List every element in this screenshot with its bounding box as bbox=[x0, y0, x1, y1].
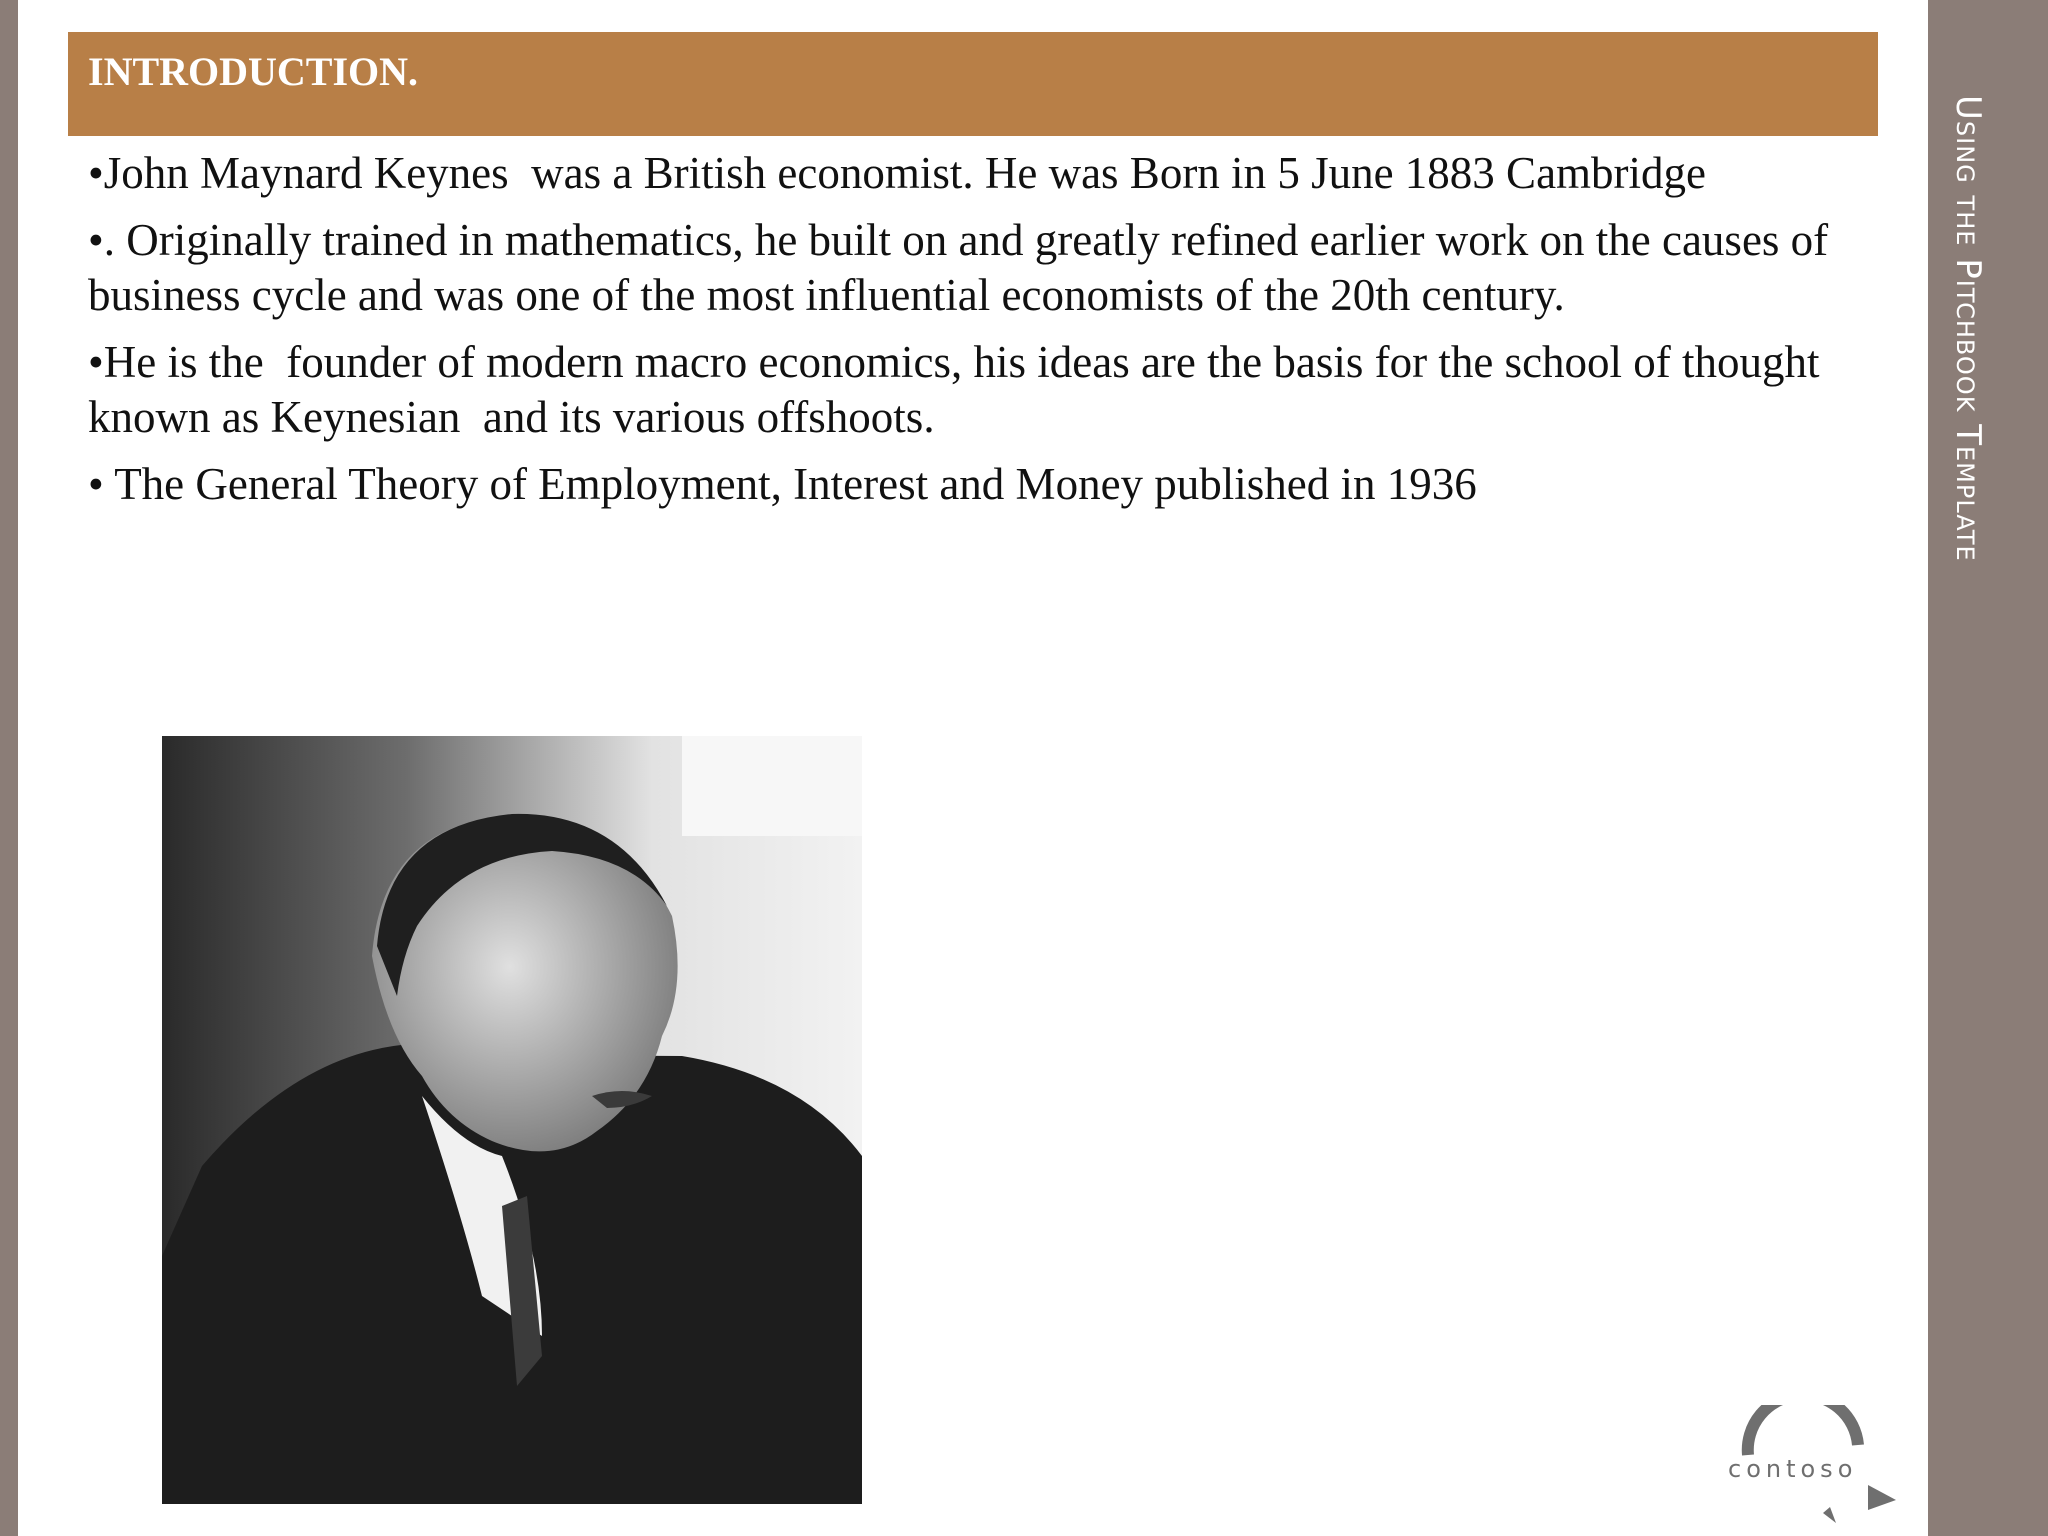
bullet-item: •He is the founder of modern macro economics, his ideas are the basis for the school of thought known as Keynesian and its various offshoots. bbox=[88, 337, 1831, 442]
bullet-item: •. Originally trained in mathematics, he built on and greatly refined earlier work on the causes of business cycle and was one of the most influential economists of the 20th century. bbox=[88, 215, 1840, 320]
slide bbox=[18, 0, 1928, 1536]
bullet-item: •John Maynard Keynes was a British economist. He was Born in 5 June 1883 Cambridge bbox=[88, 148, 1707, 198]
slide-title: INTRODUCTION. bbox=[88, 49, 419, 94]
side-title: Using the Pitchbook Template bbox=[1948, 95, 1988, 562]
slide-header-bar bbox=[68, 32, 1878, 136]
bullet-list bbox=[88, 146, 1878, 524]
bullet-item: • The General Theory of Employment, Interest and Money published in 1936 bbox=[88, 459, 1477, 509]
portrait-photo bbox=[162, 736, 862, 1504]
right-side-band bbox=[1928, 0, 2048, 1536]
logo-text: contoso bbox=[1728, 1455, 1858, 1483]
contoso-logo bbox=[1718, 1405, 1898, 1525]
